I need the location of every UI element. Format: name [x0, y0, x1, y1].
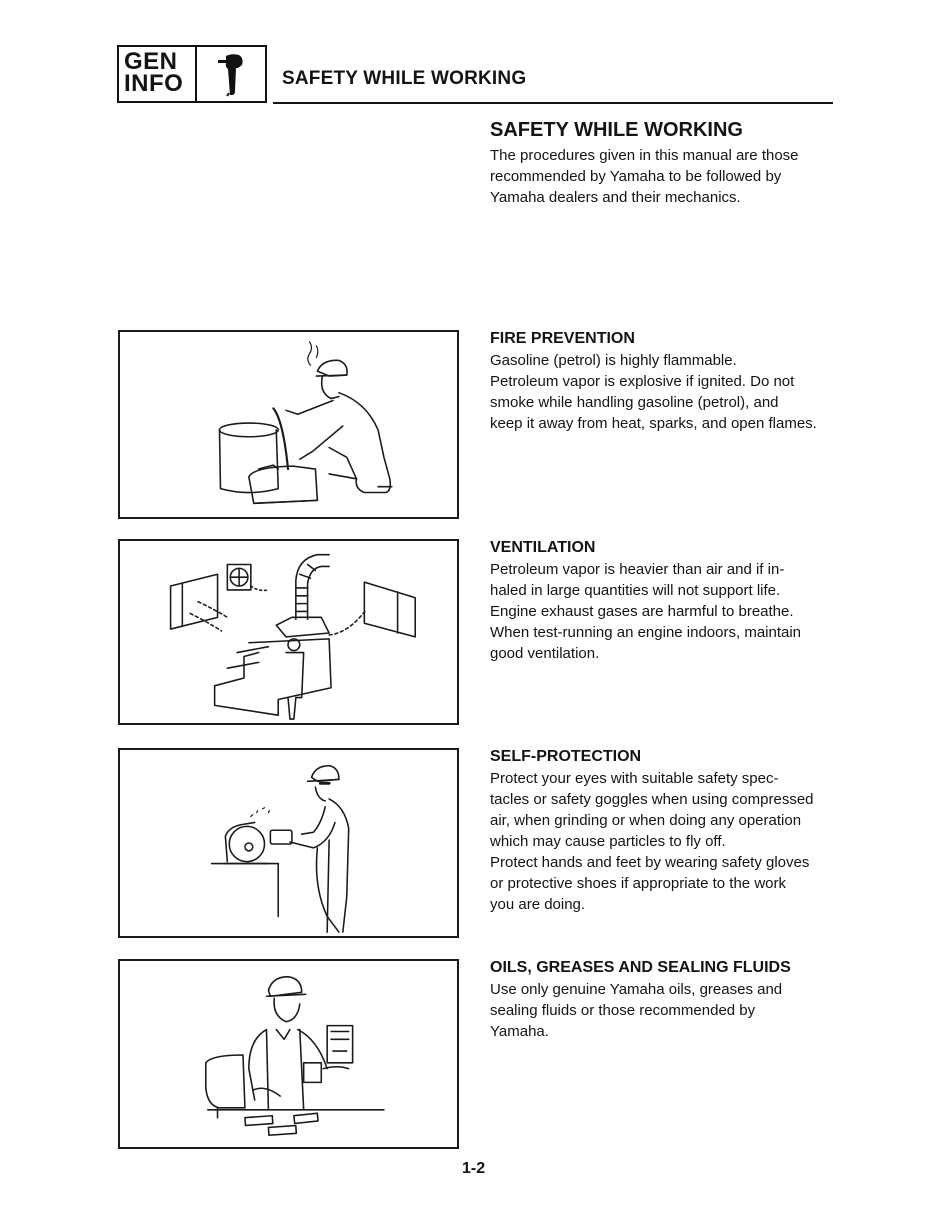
intro-paragraph: The procedures given in this manual are those recommended by Yamaha to be followed by Yamaha dealers and their mechanics.	[490, 147, 799, 206]
header-divider	[273, 102, 833, 104]
intro-title: SAFETY WHILE WORKING	[490, 119, 743, 141]
self-protection-title: SELF-PROTECTION	[490, 748, 642, 765]
oils-greases-paragraph: Use only genuine Yamaha oils, greases and sealing fluids or those recommended by Yamaha.	[490, 981, 783, 1040]
oils-greases-title: OILS, GREASES AND SEALING FLUIDS	[490, 959, 791, 976]
oils-greases-illustration	[118, 959, 459, 1149]
self-protection-illustration	[118, 748, 459, 938]
outboard-motor-icon	[197, 47, 265, 101]
page-header-title: SAFETY WHILE WORKING	[282, 68, 527, 89]
gen-info-label	[119, 47, 197, 101]
ventilation-illustration	[118, 539, 459, 725]
fire-prevention-paragraph: Gasoline (petrol) is highly flammable. Petroleum vapor is explosive if ignited. Do not smoke while handling gasoline (petrol), and keep it away from heat, sparks, and open flames.	[490, 352, 817, 432]
ventilation-paragraph: Petroleum vapor is heavier than air and if in- haled in large quantities will not support life. Engine exhaust gases are harmful to breathe. When test-running an engine indoors, maintain good ventilation.	[490, 561, 802, 662]
badge-line-gen: GEN	[124, 48, 178, 75]
self-protection-paragraph: Protect your eyes with suitable safety spec- tacles or safety goggles when using compressed air, when grinding or when doing any operation which may cause particles to fly off. Protect hands and feet by wearing safety gloves or protective shoes if appropriate to the work you are doing.	[490, 770, 814, 913]
ventilation-title: VENTILATION	[490, 539, 596, 556]
self-protection-section	[490, 747, 840, 915]
ventilation-section	[490, 538, 840, 664]
page-number: 1-2	[462, 1160, 486, 1177]
section-badge	[117, 45, 267, 103]
badge-line-info: INFO	[124, 70, 184, 97]
fire-prevention-section	[490, 329, 840, 434]
oils-greases-section	[490, 958, 840, 1042]
intro-section	[490, 117, 840, 208]
fire-prevention-illustration	[118, 330, 459, 519]
fire-prevention-title: FIRE PREVENTION	[490, 330, 635, 347]
